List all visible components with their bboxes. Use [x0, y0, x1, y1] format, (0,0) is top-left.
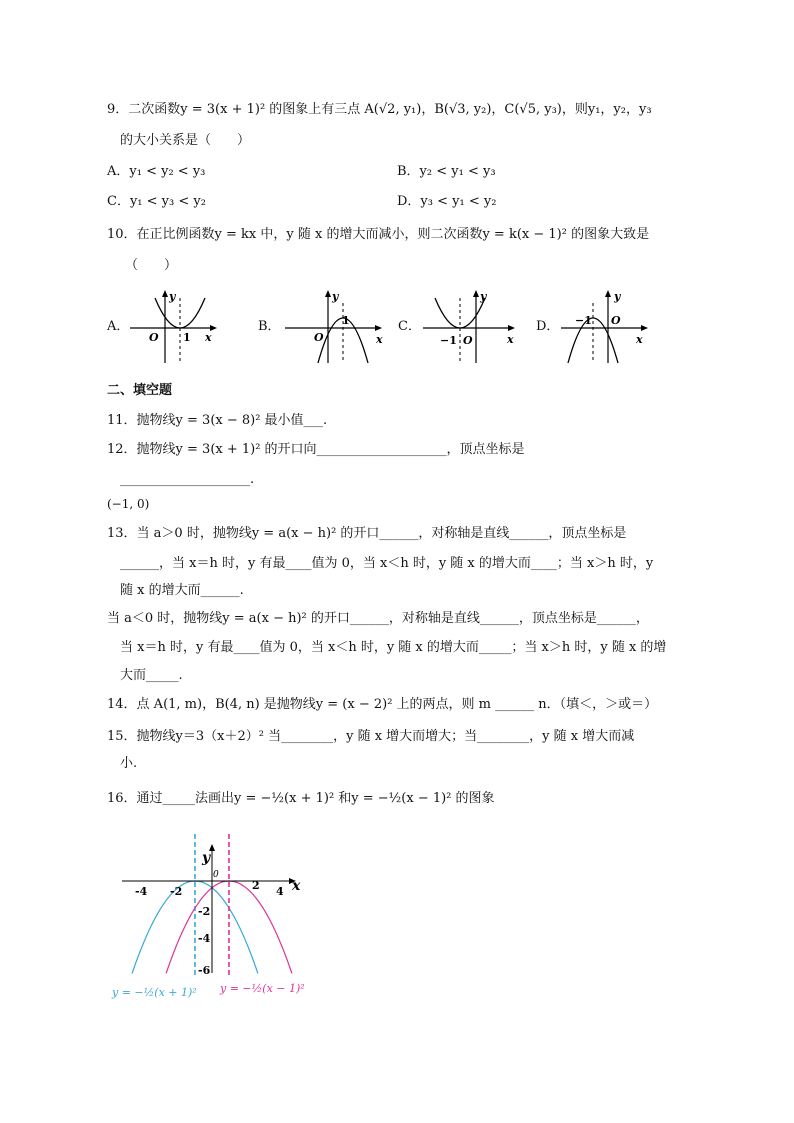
q10-a-ylabel: y: [169, 290, 176, 303]
q10-b-tick: 1: [342, 314, 350, 327]
q9-option-c: C．y₁ < y₃ < y₂: [107, 194, 206, 209]
q15-line1: 15．抛物线y＝3（x＋2）² 当________，y 随 x 增大而增大；当________，y 随 x 增大而减: [107, 729, 635, 744]
section-title-fill-in: 二、填空题: [107, 383, 173, 398]
q16-ytick-neg2: -2: [198, 905, 211, 918]
q13-line3: 随 x 的增大而______.: [120, 583, 244, 598]
q16-xtick-2: 2: [252, 879, 260, 892]
q16-ytick-neg4: -4: [198, 932, 211, 945]
q13-line4: 当 a＜0 时，抛物线y = a(x − h)² 的开口______，对称轴是直线______，顶点坐标是______，: [107, 611, 649, 626]
q10-option-b-letter: B．: [258, 319, 281, 334]
q10-line1: 10．在正比例函数y = kx 中，y 随 x 的增大而减小，则二次函数y = k(x − 1)² 的图象大致是: [107, 227, 650, 242]
q10-c-ylabel: y: [480, 290, 487, 303]
q13-line2: ______，当 x＝h 时，y 有最____值为 0，当 x＜h 时，y 随 x 的增大而____；当 x＞h 时，y: [120, 556, 654, 571]
q10-c-tick: −1: [440, 334, 457, 347]
q13-line5: 当 x＝h 时，y 有最____值为 0，当 x＜h 时，y 随 x 的增大而_____；当 x＞h 时，y 随 x 的增: [120, 640, 667, 655]
q10-a-origin: O: [149, 331, 159, 344]
q16-legend-right: y = −½(x − 1)²: [220, 982, 305, 995]
q10-b-xlabel: x: [376, 333, 383, 346]
q10-c-xlabel: x: [507, 333, 514, 346]
q16-xlabel: x: [292, 878, 301, 894]
q10-a-xlabel: x: [205, 331, 212, 344]
q10-d-origin: O: [611, 314, 621, 327]
q9-option-b: B．y₂ < y₁ < y₃: [397, 164, 496, 179]
q10-option-d-letter: D．: [536, 319, 560, 334]
q10-line2: （ ）: [125, 258, 178, 273]
q10-graph-c: [418, 288, 528, 368]
q16-xtick-neg4: -4: [135, 885, 148, 898]
q9-option-d: D．y₃ < y₁ < y₂: [397, 194, 497, 209]
q12-line2: ____________________.: [120, 472, 255, 487]
q10-graph-a: [125, 288, 225, 368]
q10-option-c-letter: C．: [398, 319, 421, 334]
q10-b-ylabel: y: [332, 290, 339, 303]
q10-a-tick: 1: [183, 331, 191, 344]
q16-xtick-4: 4: [276, 885, 284, 898]
q9-line2: 的大小关系是（ ）: [120, 133, 251, 148]
q12-answer: (−1, 0): [107, 497, 150, 511]
q10-graph-b: [280, 288, 390, 368]
q16-line1: 16．通过_____法画出y = −½(x + 1)² 和y = −½(x − 1)² 的图象: [107, 791, 495, 806]
q13-line6: 大而_____.: [120, 668, 183, 683]
q10-d-ylabel: y: [614, 290, 621, 303]
q10-c-origin: O: [463, 334, 473, 347]
q10-graph-d: [556, 288, 656, 368]
q16-origin: 0: [213, 870, 219, 880]
q9-line1: 9．二次函数y = 3(x + 1)² 的图象上有三点 A(√2, y₁)，B(√3, y₂)，C(√5, y₃)，则y₁，y₂，y₃: [107, 102, 652, 117]
q9-option-a: A．y₁ < y₂ < y₃: [107, 164, 206, 179]
q16-ytick-neg6: -6: [198, 964, 211, 977]
q16-graph: [110, 828, 320, 1008]
q11: 11．抛物线y = 3(x − 8)² 最小值___.: [107, 413, 328, 428]
q16-ylabel: y: [202, 850, 211, 866]
q10-b-origin: O: [314, 331, 324, 344]
q14: 14．点 A(1, m)，B(4, n) 是抛物线y = (x − 2)² 上的两点，则 m ______ n．（填＜，＞或＝）: [107, 697, 658, 712]
q10-d-xlabel: x: [636, 333, 643, 346]
q12-line1: 12．抛物线y = 3(x + 1)² 的开口向____________________，顶点坐标是: [107, 442, 525, 457]
q13-line1: 13．当 a＞0 时，抛物线y = a(x − h)² 的开口______，对称轴是直线______，顶点坐标是: [107, 526, 627, 541]
q15-line2: 小.: [120, 756, 138, 771]
q16-xtick-neg2: -2: [170, 885, 183, 898]
q10-d-tick: −1: [575, 314, 592, 327]
q10-option-a-letter: A．: [107, 319, 130, 334]
q16-legend-left: y = −½(x + 1)²: [112, 986, 197, 999]
